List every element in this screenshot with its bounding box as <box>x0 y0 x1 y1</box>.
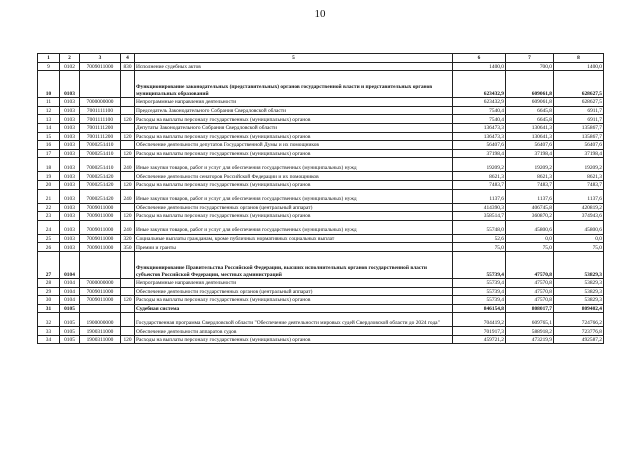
item-name: Расходы на выплаты персоналу государственных (муниципальных) органов <box>135 115 453 124</box>
amount-year-2: 406745,8 <box>506 203 554 212</box>
table-row <box>38 220 604 234</box>
item-name: Непрограммные направления деятельности <box>135 98 453 107</box>
item-name: Расходы на выплаты персоналу государственных (муниципальных) органов <box>135 212 453 221</box>
item-name: Иные закупки товаров, работ и услуг для обеспечения государственных (муниципальных) нужд <box>135 220 453 234</box>
row-number: 32 <box>38 313 60 327</box>
table-row <box>38 172 604 181</box>
expense-type-code <box>121 71 135 98</box>
amount-year-3: 6911,7 <box>554 115 604 124</box>
target-article-code: 7009011000 <box>80 234 121 243</box>
table-row <box>38 287 604 296</box>
row-number: 15 <box>38 132 60 141</box>
table-row <box>38 141 604 150</box>
expense-type-code: 320 <box>121 234 135 243</box>
amount-year-3: 53829,3 <box>554 278 604 287</box>
section-code: 0103 <box>60 234 80 243</box>
row-number: 30 <box>38 296 60 305</box>
table-row <box>38 123 604 132</box>
target-article-code <box>80 304 121 313</box>
amount-year-1: 7540,4 <box>453 115 506 124</box>
row-number: 19 <box>38 172 60 181</box>
amount-year-2: 47570,8 <box>506 287 554 296</box>
amount-year-3: 37198,4 <box>554 149 604 158</box>
amount-year-1: 1400,0 <box>453 62 506 71</box>
expense-type-code <box>121 287 135 296</box>
target-article-code: 7001111200 <box>80 132 121 141</box>
section-code: 0103 <box>60 189 80 203</box>
amount-year-1: 7540,4 <box>453 106 506 115</box>
expense-type-code: 120 <box>121 335 135 344</box>
target-article-code: 1900311000 <box>80 327 121 336</box>
amount-year-3: 1400,0 <box>554 62 604 71</box>
row-number: 9 <box>38 62 60 71</box>
amount-year-1: 1137,6 <box>453 189 506 203</box>
row-number: 28 <box>38 278 60 287</box>
expense-type-code: 120 <box>121 212 135 221</box>
target-article-code: 7009011000 <box>80 212 121 221</box>
amount-year-1: 623432,9 <box>453 98 506 107</box>
amount-year-2: 808017,7 <box>506 304 554 313</box>
expense-type-code <box>121 304 135 313</box>
section-code: 0103 <box>60 172 80 181</box>
amount-year-3: 492587,2 <box>554 335 604 344</box>
section-code: 0104 <box>60 278 80 287</box>
row-number: 31 <box>38 304 60 313</box>
section-code: 0103 <box>60 141 80 150</box>
target-article-code <box>80 251 121 278</box>
item-name: Судебная система <box>135 304 453 313</box>
target-article-code <box>80 71 121 98</box>
section-code: 0103 <box>60 115 80 124</box>
row-number: 17 <box>38 149 60 158</box>
amount-year-3: 53829,3 <box>554 251 604 278</box>
row-number: 11 <box>38 98 60 107</box>
amount-year-1: 623432,9 <box>453 71 506 98</box>
column-header: 8 <box>554 54 604 63</box>
column-header: 6 <box>453 54 506 63</box>
target-article-code: 7001111200 <box>80 123 121 132</box>
expense-type-code: 240 <box>121 220 135 234</box>
column-header: 2 <box>60 54 80 63</box>
amount-year-2: 56407,6 <box>506 141 554 150</box>
table-row <box>38 212 604 221</box>
section-code: 0104 <box>60 287 80 296</box>
amount-year-3: 19209,2 <box>554 158 604 172</box>
amount-year-2: 47570,8 <box>506 251 554 278</box>
table-row <box>38 158 604 172</box>
expense-type-code: 120 <box>121 149 135 158</box>
target-article-code: 7000251410 <box>80 158 121 172</box>
amount-year-1: 75,0 <box>453 243 506 252</box>
section-code: 0103 <box>60 243 80 252</box>
expense-type-code <box>121 172 135 181</box>
amount-year-1: 56407,6 <box>453 141 506 150</box>
amount-year-3: 56407,6 <box>554 141 604 150</box>
section-code: 0104 <box>60 251 80 278</box>
table-row <box>38 71 604 98</box>
expense-type-code <box>121 203 135 212</box>
row-number: 29 <box>38 287 60 296</box>
row-number: 12 <box>38 106 60 115</box>
expense-type-code: 120 <box>121 296 135 305</box>
target-article-code: 7000251420 <box>80 172 121 181</box>
amount-year-2: 360870,2 <box>506 212 554 221</box>
amount-year-2: 47570,8 <box>506 296 554 305</box>
amount-year-1: 55739,4 <box>453 251 506 278</box>
table-row <box>38 62 604 71</box>
target-article-code: 7000251410 <box>80 149 121 158</box>
target-article-code: 7009011000 <box>80 220 121 234</box>
amount-year-3: 8621,3 <box>554 172 604 181</box>
section-code: 0103 <box>60 149 80 158</box>
expense-type-code: 240 <box>121 189 135 203</box>
row-number: 23 <box>38 212 60 221</box>
amount-year-2: 0,0 <box>506 234 554 243</box>
amount-year-1: 846154,8 <box>453 304 506 313</box>
amount-year-2: 47570,8 <box>506 278 554 287</box>
expense-type-code: 350 <box>121 243 135 252</box>
row-number: 16 <box>38 141 60 150</box>
page-number: 10 <box>314 8 326 20</box>
column-header: 7 <box>506 54 554 63</box>
item-name: Функционирование Правительства Российской Федерации, высших исполнительных органов государственной власти субъектов Российской Федерации, местных администраций <box>135 251 453 278</box>
amount-year-1: 55739,4 <box>453 287 506 296</box>
table-row <box>38 278 604 287</box>
amount-year-2: 19209,2 <box>506 158 554 172</box>
target-article-code: 1900311000 <box>80 335 121 344</box>
amount-year-2: 8621,3 <box>506 172 554 181</box>
expense-type-code: 830 <box>121 62 135 71</box>
amount-year-1: 704419,2 <box>453 313 506 327</box>
expense-type-code <box>121 313 135 327</box>
item-name: Обеспечение деятельности сенаторов Российской Федерации и их помощников <box>135 172 453 181</box>
amount-year-1: 136473,3 <box>453 132 506 141</box>
item-name: Расходы на выплаты персоналу государственных (муниципальных) органов <box>135 335 453 344</box>
amount-year-3: 53829,3 <box>554 296 604 305</box>
target-article-code: 7009011000 <box>80 296 121 305</box>
amount-year-2: 37198,4 <box>506 149 554 158</box>
table-row <box>38 98 604 107</box>
table-row <box>38 243 604 252</box>
amount-year-3: 6911,7 <box>554 106 604 115</box>
amount-year-2: 1137,6 <box>506 189 554 203</box>
target-article-code: 7009011000 <box>80 203 121 212</box>
item-name: Депутаты Законодательного Собрания Свердловской области <box>135 123 453 132</box>
column-header: 3 <box>80 54 121 63</box>
table-row <box>38 180 604 189</box>
item-name: Обеспечение деятельности государственных органов (центральный аппарат) <box>135 203 453 212</box>
expense-type-code: 120 <box>121 132 135 141</box>
expense-type-code <box>121 141 135 150</box>
amount-year-2: 7483,7 <box>506 180 554 189</box>
expense-type-code <box>121 251 135 278</box>
target-article-code: 7000251420 <box>80 189 121 203</box>
section-code: 0104 <box>60 296 80 305</box>
section-code: 0103 <box>60 212 80 221</box>
item-name: Расходы на выплаты персоналу государственных (муниципальных) органов <box>135 132 453 141</box>
table-row <box>38 149 604 158</box>
amount-year-3: 45800,6 <box>554 220 604 234</box>
target-article-code: 7000251420 <box>80 180 121 189</box>
amount-year-3: 0,0 <box>554 234 604 243</box>
item-name: Обеспечение деятельности депутатов Государственной Думы и их помощников <box>135 141 453 150</box>
item-name: Социальные выплаты гражданам, кроме публичных нормативных социальных выплат <box>135 234 453 243</box>
amount-year-1: 19209,2 <box>453 158 506 172</box>
amount-year-3: 135867,7 <box>554 123 604 132</box>
target-article-code: 7009011000 <box>80 287 121 296</box>
amount-year-3: 7483,7 <box>554 180 604 189</box>
table-row <box>38 296 604 305</box>
amount-year-1: 701917,3 <box>453 327 506 336</box>
row-number: 18 <box>38 158 60 172</box>
amount-year-3: 75,0 <box>554 243 604 252</box>
table-row <box>38 132 604 141</box>
amount-year-3: 420819,2 <box>554 203 604 212</box>
table-row <box>38 203 604 212</box>
expense-type-code <box>121 123 135 132</box>
target-article-code: 1900000000 <box>80 313 121 327</box>
row-number: 10 <box>38 71 60 98</box>
item-name: Обеспечение деятельности аппаратов судов <box>135 327 453 336</box>
expense-type-code <box>121 278 135 287</box>
table-row <box>38 313 604 327</box>
item-name: Обеспечение деятельности государственных органов (центральный аппарат) <box>135 287 453 296</box>
amount-year-3: 628627,5 <box>554 98 604 107</box>
expense-type-code: 240 <box>121 158 135 172</box>
amount-year-2: 6645,8 <box>506 106 554 115</box>
expense-type-code: 120 <box>121 180 135 189</box>
amount-year-3: 628627,5 <box>554 71 604 98</box>
section-code: 0103 <box>60 123 80 132</box>
amount-year-2: 75,0 <box>506 243 554 252</box>
amount-year-2: 6645,8 <box>506 115 554 124</box>
amount-year-1: 55748,0 <box>453 220 506 234</box>
target-article-code: 7001111100 <box>80 106 121 115</box>
column-header: 5 <box>135 54 453 63</box>
row-number: 26 <box>38 243 60 252</box>
amount-year-2: 609061,8 <box>506 71 554 98</box>
budget-table <box>37 53 604 344</box>
section-code: 0102 <box>60 62 80 71</box>
target-article-code: 7000000000 <box>80 278 121 287</box>
row-number: 34 <box>38 335 60 344</box>
table-row <box>38 115 604 124</box>
section-code: 0103 <box>60 220 80 234</box>
amount-year-2: 609765,1 <box>506 313 554 327</box>
section-code: 0103 <box>60 71 80 98</box>
target-article-code: 7000000000 <box>80 98 121 107</box>
amount-year-1: 37198,4 <box>453 149 506 158</box>
section-code: 0105 <box>60 304 80 313</box>
section-code: 0103 <box>60 203 80 212</box>
expense-type-code <box>121 327 135 336</box>
section-code: 0103 <box>60 180 80 189</box>
amount-year-1: 55739,4 <box>453 296 506 305</box>
table-row <box>38 251 604 278</box>
amount-year-3: 723776,8 <box>554 327 604 336</box>
item-name: Премии и гранты <box>135 243 453 252</box>
amount-year-1: 55739,4 <box>453 278 506 287</box>
section-code: 0103 <box>60 98 80 107</box>
amount-year-1: 358514,7 <box>453 212 506 221</box>
header-row <box>38 54 604 63</box>
item-name: Иные закупки товаров, работ и услуг для обеспечения государственных (муниципальных) нужд <box>135 158 453 172</box>
amount-year-2: 130641,3 <box>506 123 554 132</box>
row-number: 27 <box>38 251 60 278</box>
expense-type-code <box>121 106 135 115</box>
section-code: 0105 <box>60 313 80 327</box>
amount-year-2: 130641,3 <box>506 132 554 141</box>
amount-year-3: 1137,6 <box>554 189 604 203</box>
row-number: 13 <box>38 115 60 124</box>
section-code: 0105 <box>60 327 80 336</box>
section-code: 0105 <box>60 335 80 344</box>
amount-year-2: 45800,6 <box>506 220 554 234</box>
amount-year-1: 414390,3 <box>453 203 506 212</box>
row-number: 21 <box>38 189 60 203</box>
section-code: 0103 <box>60 158 80 172</box>
item-name: Непрограммные направления деятельности <box>135 278 453 287</box>
item-name: Государственная программа Свердловской области "Обеспечение деятельности мировых судей Свердловской области до 2024 года" <box>135 313 453 327</box>
item-name: Иные закупки товаров, работ и услуг для обеспечения государственных (муниципальных) нужд <box>135 189 453 203</box>
column-header: 1 <box>38 54 60 63</box>
amount-year-3: 135867,7 <box>554 132 604 141</box>
table-row <box>38 304 604 313</box>
table-row <box>38 189 604 203</box>
column-header: 4 <box>121 54 135 63</box>
section-code: 0103 <box>60 132 80 141</box>
table-row <box>38 327 604 336</box>
amount-year-2: 700,0 <box>506 62 554 71</box>
item-name: Расходы на выплаты персоналу государственных (муниципальных) органов <box>135 180 453 189</box>
row-number: 33 <box>38 327 60 336</box>
target-article-code: 7001111100 <box>80 115 121 124</box>
amount-year-3: 724766,2 <box>554 313 604 327</box>
amount-year-3: 809402,4 <box>554 304 604 313</box>
row-number: 14 <box>38 123 60 132</box>
table-row <box>38 234 604 243</box>
item-name: Функционирование законодательных (представительных) органов государственной власти и представительных органов муниципальных образований <box>135 71 453 98</box>
amount-year-3: 53829,3 <box>554 287 604 296</box>
row-number: 22 <box>38 203 60 212</box>
target-article-code: 7000251410 <box>80 141 121 150</box>
amount-year-1: 459721,2 <box>453 335 506 344</box>
table-body <box>38 62 604 344</box>
item-name: Расходы на выплаты персоналу государственных (муниципальных) органов <box>135 149 453 158</box>
amount-year-1: 8621,3 <box>453 172 506 181</box>
row-number: 24 <box>38 220 60 234</box>
section-code: 0103 <box>60 106 80 115</box>
amount-year-1: 136473,3 <box>453 123 506 132</box>
row-number: 20 <box>38 180 60 189</box>
amount-year-2: 473219,9 <box>506 335 554 344</box>
table-row <box>38 335 604 344</box>
expense-type-code <box>121 98 135 107</box>
target-article-code: 7009011000 <box>80 243 121 252</box>
row-number: 25 <box>38 234 60 243</box>
amount-year-1: 52,6 <box>453 234 506 243</box>
table-row <box>38 106 604 115</box>
item-name: Исполнение судебных актов <box>135 62 453 71</box>
item-name: Председатель Законодательного Собрания Свердловской области <box>135 106 453 115</box>
amount-year-1: 7483,7 <box>453 180 506 189</box>
amount-year-3: 374943,6 <box>554 212 604 221</box>
item-name: Расходы на выплаты персоналу государственных (муниципальных) органов <box>135 296 453 305</box>
expense-type-code: 120 <box>121 115 135 124</box>
target-article-code: 7009011000 <box>80 62 121 71</box>
amount-year-2: 588918,2 <box>506 327 554 336</box>
amount-year-2: 609061,8 <box>506 98 554 107</box>
